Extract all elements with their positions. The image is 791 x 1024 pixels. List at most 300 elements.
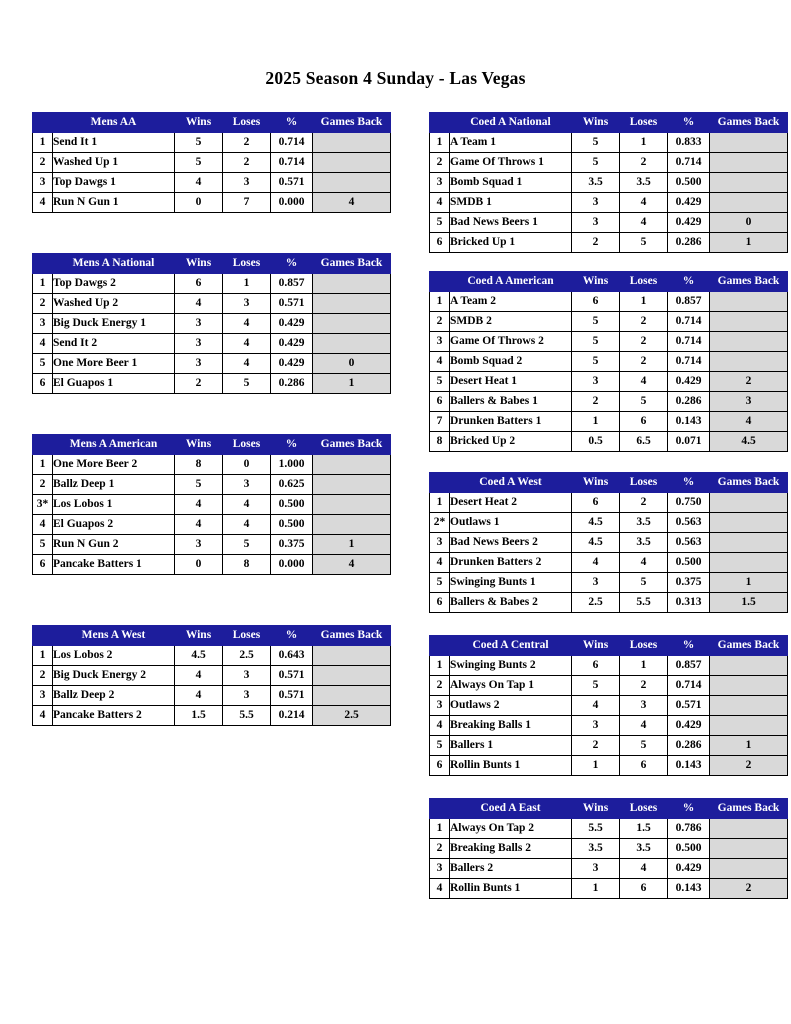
- header-division-name: Mens A West: [53, 626, 175, 646]
- cell-loses: 6: [620, 412, 668, 432]
- cell-rank: 7: [430, 412, 450, 432]
- cell-wins: 3.5: [572, 173, 620, 193]
- cell-games-back: [710, 533, 788, 553]
- cell-rank: 3: [430, 332, 450, 352]
- table-row: [430, 533, 788, 553]
- cell-pct: 0.071: [668, 432, 710, 452]
- cell-loses: 2: [620, 153, 668, 173]
- cell-pct: 0.571: [668, 696, 710, 716]
- cell-team-name: Pancake Batters 1: [53, 555, 175, 575]
- table-row: [33, 535, 391, 555]
- cell-games-back: [313, 334, 391, 354]
- cell-loses: 4: [223, 515, 271, 535]
- header-rank: [430, 113, 450, 133]
- cell-rank: 5: [430, 213, 450, 233]
- cell-loses: 8: [223, 555, 271, 575]
- cell-pct: 0.563: [668, 513, 710, 533]
- cell-games-back: 1: [313, 535, 391, 555]
- cell-games-back: [710, 716, 788, 736]
- cell-wins: 6: [572, 292, 620, 312]
- table-row: [33, 354, 391, 374]
- cell-rank: 6: [430, 392, 450, 412]
- header-loses: Loses: [620, 113, 668, 133]
- header-pct: %: [668, 272, 710, 292]
- cell-pct: 0.500: [668, 553, 710, 573]
- cell-loses: 5.5: [223, 706, 271, 726]
- standings-table-coed-a-east: [429, 798, 788, 899]
- cell-pct: 0.750: [668, 493, 710, 513]
- cell-rank: 2: [430, 312, 450, 332]
- cell-pct: 0.500: [668, 839, 710, 859]
- cell-wins: 1.5: [175, 706, 223, 726]
- cell-loses: 2: [620, 676, 668, 696]
- cell-rank: 1: [33, 133, 53, 153]
- cell-rank: 1: [33, 646, 53, 666]
- cell-loses: 5: [223, 535, 271, 555]
- cell-wins: 0: [175, 555, 223, 575]
- cell-team-name: One More Beer 2: [53, 455, 175, 475]
- cell-pct: 0.563: [668, 533, 710, 553]
- cell-games-back: 3: [710, 392, 788, 412]
- header-division-name: Coed A East: [450, 799, 572, 819]
- cell-games-back: [313, 153, 391, 173]
- cell-rank: 5: [33, 535, 53, 555]
- cell-games-back: [313, 495, 391, 515]
- cell-team-name: Send It 2: [53, 334, 175, 354]
- cell-wins: 5: [175, 475, 223, 495]
- table-row: [430, 859, 788, 879]
- cell-team-name: Swinging Bunts 2: [450, 656, 572, 676]
- cell-games-back: [710, 312, 788, 332]
- cell-team-name: Los Lobos 1: [53, 495, 175, 515]
- header-loses: Loses: [620, 636, 668, 656]
- header-games-back: Games Back: [313, 113, 391, 133]
- table-row: [33, 475, 391, 495]
- cell-games-back: 0: [313, 354, 391, 374]
- cell-loses: 3: [223, 666, 271, 686]
- cell-team-name: Ballers 2: [450, 859, 572, 879]
- cell-loses: 5: [620, 233, 668, 253]
- cell-loses: 5: [620, 573, 668, 593]
- cell-rank: 2: [430, 676, 450, 696]
- table-row: [430, 213, 788, 233]
- header-wins: Wins: [175, 626, 223, 646]
- header-division-name: Mens AA: [53, 113, 175, 133]
- cell-wins: 6: [572, 493, 620, 513]
- cell-team-name: A Team 1: [450, 133, 572, 153]
- cell-games-back: [313, 133, 391, 153]
- cell-games-back: [710, 153, 788, 173]
- cell-games-back: 1: [313, 374, 391, 394]
- cell-pct: 0.571: [271, 666, 313, 686]
- cell-wins: 4: [175, 686, 223, 706]
- table-row: [33, 686, 391, 706]
- standings-block-coed-a-national: [429, 112, 780, 253]
- page-title: 2025 Season 4 Sunday - Las Vegas: [265, 68, 526, 88]
- cell-games-back: 4: [710, 412, 788, 432]
- cell-rank: 1: [430, 656, 450, 676]
- cell-rank: 1: [430, 133, 450, 153]
- table-header-row: [430, 272, 788, 292]
- cell-pct: 0.714: [668, 332, 710, 352]
- header-games-back: Games Back: [313, 254, 391, 274]
- table-row: [33, 314, 391, 334]
- cell-rank: 4: [33, 706, 53, 726]
- cell-wins: 2: [572, 736, 620, 756]
- cell-team-name: Run N Gun 2: [53, 535, 175, 555]
- cell-team-name: Big Duck Energy 1: [53, 314, 175, 334]
- cell-games-back: [710, 133, 788, 153]
- cell-pct: 0.833: [668, 133, 710, 153]
- table-row: [33, 515, 391, 535]
- cell-loses: 4: [620, 193, 668, 213]
- cell-team-name: Always On Tap 2: [450, 819, 572, 839]
- table-header-row: [430, 113, 788, 133]
- cell-rank: 4: [430, 879, 450, 899]
- cell-loses: 2: [223, 153, 271, 173]
- cell-games-back: [710, 819, 788, 839]
- cell-team-name: One More Beer 1: [53, 354, 175, 374]
- cell-games-back: [710, 859, 788, 879]
- cell-games-back: [313, 646, 391, 666]
- cell-wins: 3: [175, 314, 223, 334]
- header-wins: Wins: [175, 435, 223, 455]
- cell-wins: 5: [572, 133, 620, 153]
- cell-pct: 1.000: [271, 455, 313, 475]
- header-rank: [33, 254, 53, 274]
- header-loses: Loses: [223, 113, 271, 133]
- cell-pct: 0.429: [271, 354, 313, 374]
- cell-games-back: 1: [710, 233, 788, 253]
- cell-pct: 0.643: [271, 646, 313, 666]
- cell-rank: 1: [430, 292, 450, 312]
- table-row: [430, 756, 788, 776]
- header-wins: Wins: [572, 636, 620, 656]
- table-row: [430, 656, 788, 676]
- header-loses: Loses: [620, 272, 668, 292]
- table-row: [33, 334, 391, 354]
- cell-pct: 0.286: [668, 392, 710, 412]
- header-pct: %: [668, 636, 710, 656]
- header-wins: Wins: [572, 113, 620, 133]
- cell-wins: 4: [572, 696, 620, 716]
- cell-team-name: Ballers & Babes 1: [450, 392, 572, 412]
- cell-team-name: Bricked Up 2: [450, 432, 572, 452]
- cell-rank: 5: [430, 736, 450, 756]
- table-row: [430, 332, 788, 352]
- cell-pct: 0.571: [271, 294, 313, 314]
- cell-team-name: Ballz Deep 1: [53, 475, 175, 495]
- table-row: [33, 173, 391, 193]
- cell-team-name: Breaking Balls 1: [450, 716, 572, 736]
- cell-team-name: Bricked Up 1: [450, 233, 572, 253]
- cell-loses: 1: [620, 656, 668, 676]
- cell-pct: 0.143: [668, 879, 710, 899]
- cell-pct: 0.625: [271, 475, 313, 495]
- table-row: [33, 274, 391, 294]
- cell-pct: 0.857: [668, 656, 710, 676]
- cell-games-back: 4: [313, 555, 391, 575]
- cell-loses: 1.5: [620, 819, 668, 839]
- cell-loses: 4: [223, 334, 271, 354]
- cell-wins: 1: [572, 756, 620, 776]
- header-rank: [430, 272, 450, 292]
- cell-games-back: [710, 173, 788, 193]
- header-wins: Wins: [175, 254, 223, 274]
- cell-wins: 4: [175, 495, 223, 515]
- cell-rank: 2: [33, 475, 53, 495]
- cell-wins: 5: [572, 153, 620, 173]
- standings-block-mens-a-west: [32, 625, 383, 726]
- cell-games-back: [313, 455, 391, 475]
- cell-rank: 2: [33, 153, 53, 173]
- header-loses: Loses: [223, 254, 271, 274]
- cell-pct: 0.429: [271, 314, 313, 334]
- cell-team-name: Outlaws 1: [450, 513, 572, 533]
- header-games-back: Games Back: [313, 626, 391, 646]
- table-row: [430, 233, 788, 253]
- cell-wins: 5: [175, 153, 223, 173]
- cell-games-back: 2.5: [313, 706, 391, 726]
- cell-rank: 1: [33, 455, 53, 475]
- cell-wins: 0: [175, 193, 223, 213]
- header-pct: %: [271, 435, 313, 455]
- header-rank: [430, 473, 450, 493]
- cell-games-back: 2: [710, 756, 788, 776]
- cell-wins: 4: [175, 515, 223, 535]
- cell-team-name: Washed Up 2: [53, 294, 175, 314]
- table-row: [430, 839, 788, 859]
- table-row: [33, 133, 391, 153]
- cell-rank: 2: [33, 666, 53, 686]
- cell-wins: 6: [572, 656, 620, 676]
- cell-pct: 0.500: [271, 495, 313, 515]
- table-header-row: [430, 799, 788, 819]
- table-row: [33, 646, 391, 666]
- header-pct: %: [668, 799, 710, 819]
- cell-team-name: Los Lobos 2: [53, 646, 175, 666]
- cell-pct: 0.286: [668, 233, 710, 253]
- table-row: [33, 374, 391, 394]
- cell-loses: 3: [223, 294, 271, 314]
- cell-pct: 0.375: [271, 535, 313, 555]
- cell-games-back: [313, 686, 391, 706]
- cell-wins: 4: [175, 173, 223, 193]
- cell-rank: 4: [430, 553, 450, 573]
- cell-loses: 2: [620, 332, 668, 352]
- table-row: [430, 553, 788, 573]
- cell-rank: 6: [430, 756, 450, 776]
- table-row: [33, 555, 391, 575]
- cell-rank: 6: [430, 593, 450, 613]
- cell-rank: 3: [430, 173, 450, 193]
- cell-rank: 2: [33, 294, 53, 314]
- header-pct: %: [271, 254, 313, 274]
- cell-rank: 3: [33, 314, 53, 334]
- cell-rank: 5: [33, 354, 53, 374]
- header-loses: Loses: [620, 473, 668, 493]
- cell-loses: 4: [620, 716, 668, 736]
- cell-wins: 5: [572, 312, 620, 332]
- cell-team-name: Bomb Squad 1: [450, 173, 572, 193]
- cell-games-back: [313, 314, 391, 334]
- cell-team-name: Desert Heat 1: [450, 372, 572, 392]
- cell-pct: 0.714: [668, 153, 710, 173]
- cell-games-back: 1: [710, 736, 788, 756]
- cell-pct: 0.500: [668, 173, 710, 193]
- table-row: [430, 193, 788, 213]
- cell-wins: 5: [175, 133, 223, 153]
- cell-loses: 3: [223, 475, 271, 495]
- table-header-row: [33, 626, 391, 646]
- header-pct: %: [668, 473, 710, 493]
- cell-team-name: Desert Heat 2: [450, 493, 572, 513]
- table-row: [430, 879, 788, 899]
- cell-games-back: 0: [710, 213, 788, 233]
- table-row: [430, 493, 788, 513]
- table-row: [430, 736, 788, 756]
- cell-games-back: [710, 332, 788, 352]
- cell-wins: 5.5: [572, 819, 620, 839]
- cell-team-name: SMDB 1: [450, 193, 572, 213]
- cell-wins: 3.5: [572, 839, 620, 859]
- table-row: [430, 352, 788, 372]
- header-division-name: Coed A West: [450, 473, 572, 493]
- cell-games-back: 2: [710, 879, 788, 899]
- cell-pct: 0.571: [271, 686, 313, 706]
- cell-games-back: 4: [313, 193, 391, 213]
- cell-rank: 2: [430, 153, 450, 173]
- cell-loses: 3.5: [620, 839, 668, 859]
- cell-team-name: SMDB 2: [450, 312, 572, 332]
- header-games-back: Games Back: [710, 636, 788, 656]
- cell-team-name: Big Duck Energy 2: [53, 666, 175, 686]
- cell-loses: 3: [620, 696, 668, 716]
- cell-rank: 1: [430, 493, 450, 513]
- cell-games-back: [710, 656, 788, 676]
- cell-wins: 3: [572, 716, 620, 736]
- cell-wins: 0.5: [572, 432, 620, 452]
- cell-loses: 2: [620, 352, 668, 372]
- table-row: [430, 593, 788, 613]
- header-games-back: Games Back: [710, 113, 788, 133]
- table-row: [430, 173, 788, 193]
- cell-pct: 0.143: [668, 412, 710, 432]
- cell-rank: 4: [33, 193, 53, 213]
- cell-wins: 1: [572, 879, 620, 899]
- cell-wins: 3: [175, 334, 223, 354]
- header-wins: Wins: [572, 799, 620, 819]
- cell-rank: 2*: [430, 513, 450, 533]
- cell-team-name: Bad News Beers 2: [450, 533, 572, 553]
- cell-wins: 4: [175, 666, 223, 686]
- cell-rank: 5: [430, 573, 450, 593]
- cell-pct: 0.857: [668, 292, 710, 312]
- cell-wins: 3: [572, 372, 620, 392]
- cell-wins: 6: [175, 274, 223, 294]
- cell-wins: 3: [572, 213, 620, 233]
- cell-games-back: [710, 696, 788, 716]
- cell-team-name: Top Dawgs 1: [53, 173, 175, 193]
- header-division-name: Mens A American: [53, 435, 175, 455]
- cell-pct: 0.214: [271, 706, 313, 726]
- cell-loses: 3.5: [620, 513, 668, 533]
- cell-wins: 3: [175, 535, 223, 555]
- standings-block-coed-a-west: [429, 472, 780, 613]
- cell-team-name: Outlaws 2: [450, 696, 572, 716]
- cell-loses: 2: [620, 493, 668, 513]
- cell-loses: 4: [620, 372, 668, 392]
- header-rank: [33, 626, 53, 646]
- cell-wins: 1: [572, 412, 620, 432]
- cell-loses: 1: [223, 274, 271, 294]
- standings-block-coed-a-american: [429, 271, 780, 452]
- cell-wins: 5: [572, 352, 620, 372]
- cell-wins: 4: [572, 553, 620, 573]
- cell-loses: 0: [223, 455, 271, 475]
- cell-loses: 3.5: [620, 173, 668, 193]
- cell-pct: 0.714: [668, 676, 710, 696]
- cell-games-back: [313, 294, 391, 314]
- table-row: [33, 193, 391, 213]
- cell-loses: 1: [620, 292, 668, 312]
- cell-rank: 3: [430, 533, 450, 553]
- cell-wins: 4.5: [175, 646, 223, 666]
- table-row: [430, 573, 788, 593]
- cell-pct: 0.786: [668, 819, 710, 839]
- standings-table-mens-a-american: [32, 434, 391, 575]
- table-row: [430, 513, 788, 533]
- table-row: [430, 716, 788, 736]
- header-division-name: Coed A Central: [450, 636, 572, 656]
- header-games-back: Games Back: [710, 799, 788, 819]
- cell-loses: 2.5: [223, 646, 271, 666]
- cell-pct: 0.857: [271, 274, 313, 294]
- table-row: [430, 372, 788, 392]
- cell-loses: 4: [223, 354, 271, 374]
- header-division-name: Coed A National: [450, 113, 572, 133]
- cell-wins: 3: [175, 354, 223, 374]
- cell-games-back: [710, 292, 788, 312]
- header-wins: Wins: [175, 113, 223, 133]
- cell-rank: 2: [430, 839, 450, 859]
- cell-pct: 0.429: [668, 193, 710, 213]
- header-games-back: Games Back: [313, 435, 391, 455]
- cell-rank: 4: [33, 515, 53, 535]
- cell-team-name: Bad News Beers 1: [450, 213, 572, 233]
- cell-wins: 3: [572, 193, 620, 213]
- table-row: [430, 133, 788, 153]
- cell-games-back: 4.5: [710, 432, 788, 452]
- header-wins: Wins: [572, 272, 620, 292]
- cell-loses: 2: [620, 312, 668, 332]
- cell-games-back: [313, 515, 391, 535]
- cell-wins: 2: [572, 392, 620, 412]
- header-division-name: Coed A American: [450, 272, 572, 292]
- cell-pct: 0.143: [668, 756, 710, 776]
- left-column: [32, 112, 383, 726]
- cell-loses: 5: [620, 392, 668, 412]
- cell-team-name: El Guapos 2: [53, 515, 175, 535]
- table-header-row: [33, 435, 391, 455]
- table-row: [33, 153, 391, 173]
- cell-pct: 0.429: [271, 334, 313, 354]
- cell-games-back: [313, 173, 391, 193]
- cell-loses: 6.5: [620, 432, 668, 452]
- standings-table-mens-aa: [32, 112, 391, 213]
- cell-wins: 4.5: [572, 513, 620, 533]
- standings-table-coed-a-west: [429, 472, 788, 613]
